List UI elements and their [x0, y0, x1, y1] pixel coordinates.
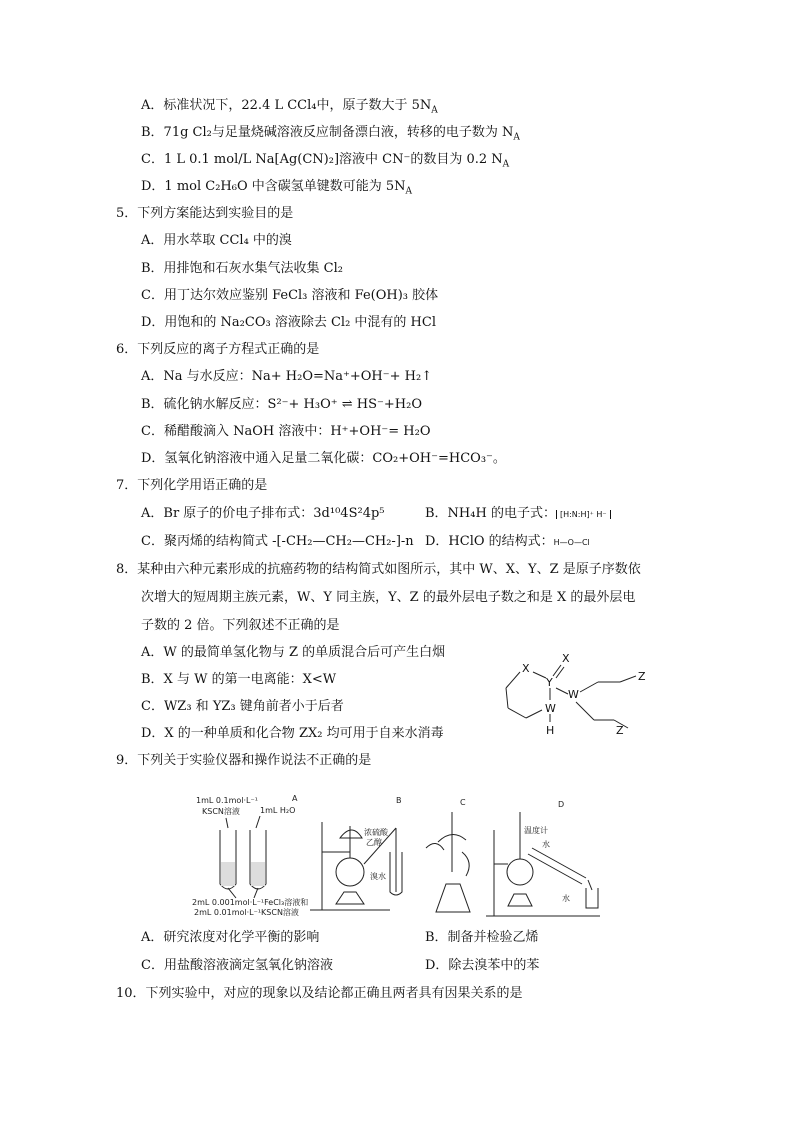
- fig-d-thermometer: 温度计: [524, 826, 548, 835]
- fig-a-bottom-label1: 2mL 0.001mol·L⁻¹FeCl₃溶液和: [192, 898, 309, 907]
- q8-option-c: C．WZ₃ 和 YZ₃ 键角前者小于后者: [141, 699, 344, 714]
- q8-option-d: D．X 的一种单质和化合物 ZX₂ 均可用于自来水消毒: [141, 726, 444, 741]
- q9-apparatus-figure: [190, 792, 610, 920]
- struct-x-ring: X: [522, 662, 530, 675]
- q4-option-c: C．1 L 0.1 mol/L Na[Ag(CN)₂]溶液中 CN⁻的数目为 0.2 $N_A$: [141, 152, 510, 170]
- fig-label-b: B: [396, 796, 402, 805]
- q7-option-c: C．聚丙烯的结构简式 -[-CH₂—CH₂—CH₂-]-n: [141, 534, 414, 549]
- q6-option-c: C．稀醋酸滴入 NaOH 溶液中：H⁺+OH⁻= H₂O: [141, 424, 431, 439]
- struct-w-chain: W: [568, 688, 579, 701]
- fig-a-bottom-label2: 2mL 0.01mol·L⁻¹KSCN溶液: [194, 908, 299, 917]
- q5-option-b: B．用排饱和石灰水集气法收集 Cl₂: [141, 261, 344, 276]
- fig-a-top-label2: KSCN溶液: [202, 807, 240, 816]
- q10-stem: 10．下列实验中，对应的现象以及结论都正确且两者具有因果关系的是: [116, 986, 523, 1001]
- q7-option-d: D．HClO 的结构式：H—O—Cl: [425, 534, 590, 549]
- struct-w-ring: W: [545, 702, 556, 715]
- q9-option-b: B．制备并检验乙烯: [425, 930, 539, 945]
- struct-z-lower: Z: [616, 724, 624, 737]
- fig-d-water-out: 水: [562, 894, 570, 903]
- q8-stem-line1: 8．某种由六种元素形成的抗癌药物的结构简式如图所示，其中 W、X、Y、Z 是原子序数依: [116, 562, 641, 577]
- q7-stem: 7．下列化学用语正确的是: [116, 478, 268, 493]
- q8-option-b: B．X 与 W 的第一电离能：X<W: [141, 672, 337, 687]
- q7-option-a: A．Br 原子的价电子排布式：3d¹⁰4S²4p⁵: [141, 506, 385, 521]
- hclo-structure-formula: H—O—Cl: [553, 538, 590, 547]
- q5-option-c: C．用丁达尔效应鉴别 FeCl₃ 溶液和 Fe(OH)₃ 胶体: [141, 288, 439, 303]
- q5-stem: 5．下列方案能达到实验目的是: [116, 206, 294, 221]
- struct-y: Y: [546, 676, 553, 689]
- fig-b-reagent2: 乙醇: [366, 838, 382, 847]
- q4-option-b: B．71g Cl₂与足量烧碱溶液反应制备漂白液，转移的电子数为 $N_A$: [141, 125, 520, 143]
- fig-a-top-label3: 1mL H₂O: [260, 806, 296, 815]
- q8-stem-line2: 次增大的短周期主族元素，W、Y 同主族，Y、Z 的最外层电子数之和是 X 的最外层电: [141, 590, 636, 605]
- q9-option-c: C．用盐酸溶液滴定氢氧化钠溶液: [141, 958, 333, 973]
- fig-d-water-in: 水: [542, 840, 550, 849]
- q4-option-d: D．1 mol C₂H₆O 中含碳氢单键数可能为 $5N_A$: [141, 179, 413, 197]
- q5-option-a: A．用水萃取 CCl₄ 中的溴: [141, 233, 292, 248]
- q9-option-d: D．除去溴苯中的苯: [425, 958, 540, 973]
- q8-structure-diagram: [498, 648, 668, 742]
- q6-option-b: B．硫化钠水解反应：S²⁻+ H₃O⁺ ⇌ HS⁻+H₂O: [141, 397, 422, 412]
- q8-stem-line3: 子数的 2 倍。下列叙述不正确的是: [141, 618, 340, 633]
- q5-option-d: D．用饱和的 Na₂CO₃ 溶液除去 Cl₂ 中混有的 HCl: [141, 315, 436, 330]
- fig-b-reagent1: 浓硫酸: [364, 828, 388, 837]
- fig-a-top-label1: 1mL 0.1mol·L⁻¹: [196, 796, 258, 805]
- fig-b-water: 溴水: [370, 872, 386, 881]
- struct-x-double: X: [562, 652, 570, 665]
- q9-stem: 9．下列关于实验仪器和操作说法不正确的是: [116, 753, 372, 768]
- struct-h: H: [546, 724, 555, 737]
- q4-option-a: A．标准状况下，22.4 L CCl₄中，原子数大于 $5N_A$: [141, 98, 438, 116]
- fig-label-a: A: [292, 794, 298, 803]
- q8-option-a: A．W 的最简单氢化物与 Z 的单质混合后可产生白烟: [141, 645, 446, 660]
- q7-option-b: B．NH₄H 的电子式： [H:N:H]⁺ H⁻: [425, 504, 611, 525]
- q6-stem: 6．下列反应的离子方程式正确的是: [116, 342, 320, 357]
- polypropylene-formula: -[-CH₂—CH₂—CH₂-]-n: [272, 534, 414, 549]
- q6-option-a: A．Na 与水反应：Na+ H₂O=Na⁺+OH⁻+ H₂↑: [141, 369, 433, 384]
- struct-z-upper: Z: [638, 670, 646, 683]
- fig-label-d: D: [558, 800, 565, 809]
- fig-label-c: C: [460, 798, 466, 807]
- q6-option-d: D．氢氧化钠溶液中通入足量二氧化碳：CO₂+OH⁻=HCO₃⁻。: [141, 451, 506, 466]
- nh4h-electron-formula: [H:N:H]⁺ H⁻: [556, 510, 611, 519]
- q9-option-a: A．研究浓度对化学平衡的影响: [141, 930, 320, 945]
